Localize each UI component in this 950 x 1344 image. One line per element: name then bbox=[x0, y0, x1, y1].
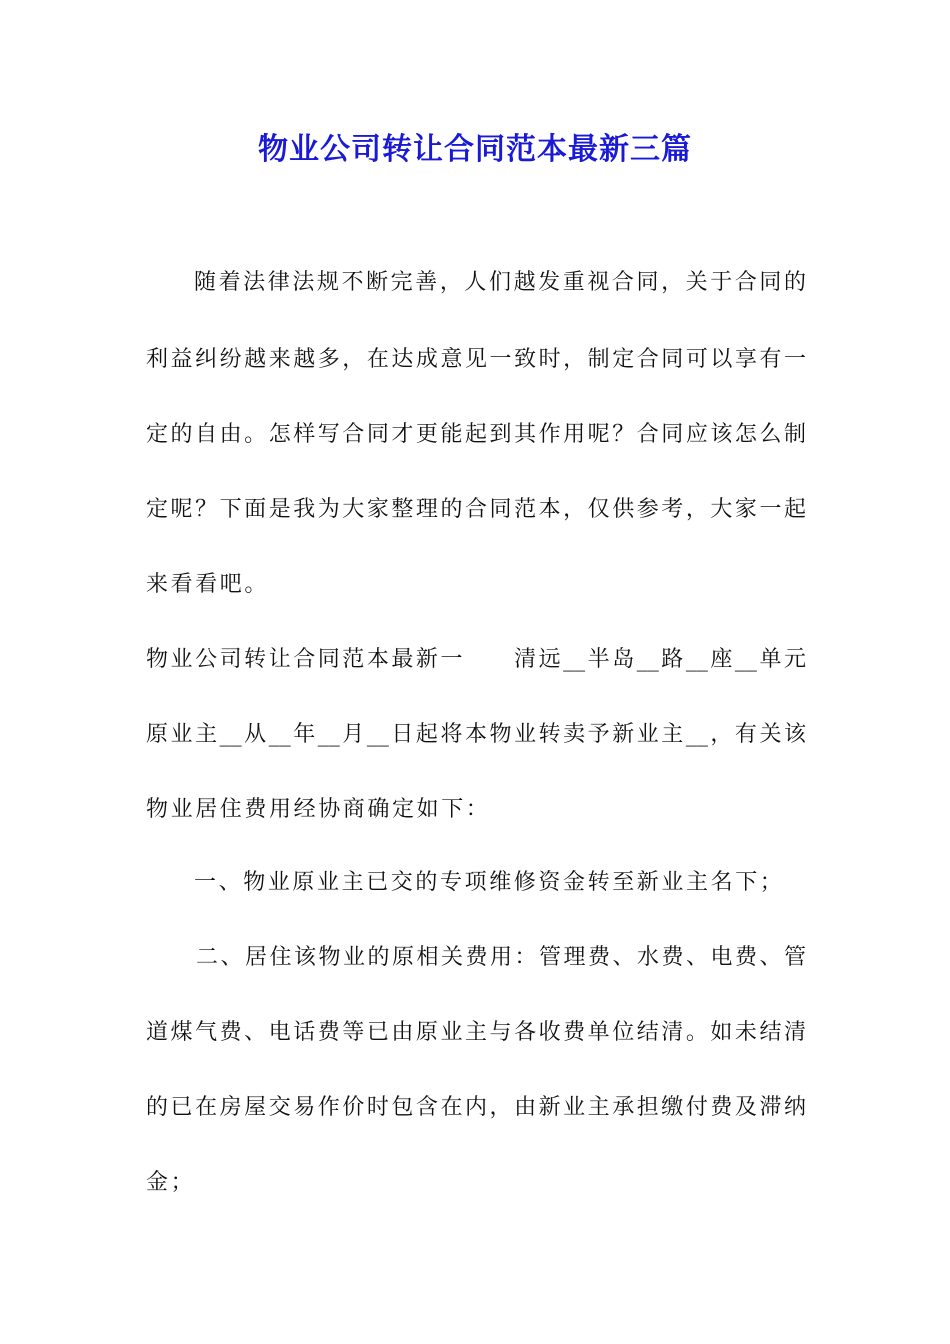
clause-line: 的已在房屋交易作价时包含在内，由新业主承担缴付费及滞纳 bbox=[146, 1095, 806, 1120]
paragraph-line: 来看看吧。 bbox=[146, 572, 270, 597]
section-heading-line: 物业公司转让合同范本最新一 清远__半岛__路__座__单元 bbox=[146, 647, 806, 672]
paragraph-line: 原业主__从__年__月__日起将本物业转卖予新业主__，有关该 bbox=[146, 722, 806, 747]
paragraph-line: 定的自由。怎样写合同才更能起到其作用呢？合同应该怎么制 bbox=[146, 422, 806, 447]
paragraph-line: 定呢？下面是我为大家整理的合同范本，仅供参考，大家一起 bbox=[146, 497, 806, 522]
paragraph-line: 物业居住费用经协商确定如下： bbox=[146, 797, 491, 822]
clause-line: 一、物业原业主已交的专项维修资金转至新业主名下； bbox=[194, 870, 785, 895]
clause-line: 二、居住该物业的原相关费用：管理费、水费、电费、管 bbox=[196, 945, 806, 970]
document-title: 物业公司转让合同范本最新三篇 bbox=[258, 132, 692, 167]
clause-line: 金； bbox=[146, 1170, 196, 1195]
clause-line: 道煤气费、电话费等已由原业主与各收费单位结清。如未结清 bbox=[146, 1020, 806, 1045]
paragraph-line: 利益纠纷越来越多，在达成意见一致时，制定合同可以享有一 bbox=[146, 347, 806, 372]
paragraph-line: 随着法律法规不断完善，人们越发重视合同，关于合同的 bbox=[194, 270, 806, 295]
